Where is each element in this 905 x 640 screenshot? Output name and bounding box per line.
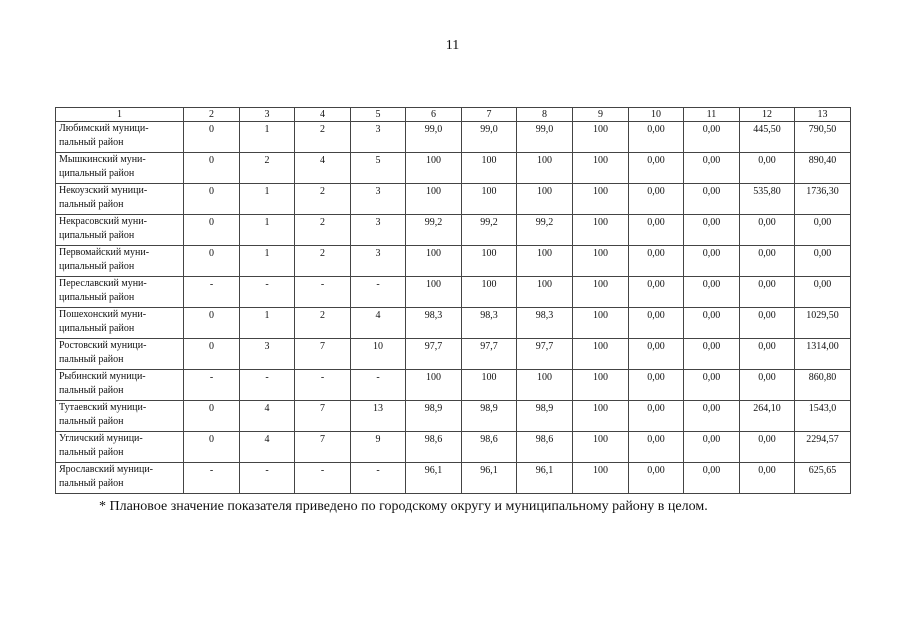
value-cell: 3 xyxy=(351,122,406,153)
value-cell: 100 xyxy=(462,277,517,308)
column-header: 1 xyxy=(56,108,184,122)
value-cell: 97,7 xyxy=(462,339,517,370)
value-cell: 0 xyxy=(184,432,240,463)
value-cell: 4 xyxy=(295,153,351,184)
value-cell: 100 xyxy=(573,308,629,339)
value-cell: 0,00 xyxy=(740,339,795,370)
value-cell: 99,0 xyxy=(517,122,573,153)
value-cell: 0 xyxy=(184,153,240,184)
value-cell: 98,6 xyxy=(406,432,462,463)
table-row xyxy=(56,122,851,153)
value-cell: 100 xyxy=(573,432,629,463)
district-name-line: пальный район xyxy=(59,416,124,427)
value-cell: 100 xyxy=(573,463,629,494)
value-cell: 98,6 xyxy=(517,432,573,463)
district-name-line: Рыбинский муници- xyxy=(59,371,146,382)
district-name-cell xyxy=(56,246,184,277)
district-name-line: Первомайский муни- xyxy=(59,247,150,258)
value-cell: 0,00 xyxy=(740,153,795,184)
column-header: 13 xyxy=(795,108,851,122)
value-cell: 2 xyxy=(295,122,351,153)
value-cell: 99,2 xyxy=(462,215,517,246)
value-cell: - xyxy=(240,370,295,401)
value-cell: 2 xyxy=(240,153,295,184)
value-cell: 4 xyxy=(351,308,406,339)
value-cell: 0,00 xyxy=(795,277,851,308)
value-cell: 99,2 xyxy=(517,215,573,246)
value-cell: 100 xyxy=(462,246,517,277)
district-name-line: ципальный район xyxy=(59,323,135,334)
column-header: 6 xyxy=(406,108,462,122)
value-cell: 0,00 xyxy=(740,308,795,339)
value-cell: 98,9 xyxy=(517,401,573,432)
value-cell: 100 xyxy=(406,246,462,277)
district-name-cell xyxy=(56,370,184,401)
district-name-cell xyxy=(56,401,184,432)
district-name-line: пальный район xyxy=(59,385,124,396)
district-name-cell xyxy=(56,184,184,215)
value-cell: 3 xyxy=(351,215,406,246)
value-cell: 100 xyxy=(517,153,573,184)
value-cell: 0,00 xyxy=(740,246,795,277)
value-cell: 100 xyxy=(406,370,462,401)
column-header: 11 xyxy=(684,108,740,122)
value-cell: 99,0 xyxy=(406,122,462,153)
district-name-line: Пошехонский муни- xyxy=(59,309,147,320)
value-cell: 1029,50 xyxy=(795,308,851,339)
value-cell: - xyxy=(184,463,240,494)
value-cell: 0 xyxy=(184,122,240,153)
value-cell: 0 xyxy=(184,401,240,432)
value-cell: 98,3 xyxy=(462,308,517,339)
column-header: 10 xyxy=(629,108,684,122)
value-cell: 5 xyxy=(351,153,406,184)
district-name-line: пальный район xyxy=(59,137,124,148)
value-cell: 0,00 xyxy=(629,432,684,463)
district-name-line: Ярославский муници- xyxy=(59,464,154,475)
value-cell: 100 xyxy=(517,184,573,215)
value-cell: - xyxy=(240,463,295,494)
value-cell: 0,00 xyxy=(629,463,684,494)
district-name-cell xyxy=(56,122,184,153)
table-row xyxy=(56,277,851,308)
table-row xyxy=(56,215,851,246)
value-cell: 100 xyxy=(406,277,462,308)
value-cell: 98,9 xyxy=(406,401,462,432)
value-cell: 98,6 xyxy=(462,432,517,463)
value-cell: 4 xyxy=(240,432,295,463)
district-name-line: Угличский муници- xyxy=(59,433,143,444)
district-name-line: Мышкинский муни- xyxy=(59,154,146,165)
value-cell: 100 xyxy=(462,184,517,215)
value-cell: 99,0 xyxy=(462,122,517,153)
value-cell: 96,1 xyxy=(406,463,462,494)
value-cell: 98,3 xyxy=(517,308,573,339)
value-cell: 98,3 xyxy=(406,308,462,339)
district-name-line: Любимский муници- xyxy=(59,123,149,134)
value-cell: - xyxy=(295,463,351,494)
table-row xyxy=(56,246,851,277)
column-header: 3 xyxy=(240,108,295,122)
value-cell: 100 xyxy=(406,153,462,184)
district-name-line: Некоузский муници- xyxy=(59,185,148,196)
value-cell: 1543,0 xyxy=(795,401,851,432)
value-cell: 0 xyxy=(184,184,240,215)
value-cell: 99,2 xyxy=(406,215,462,246)
value-cell: 1 xyxy=(240,246,295,277)
district-name-cell xyxy=(56,432,184,463)
value-cell: 100 xyxy=(573,401,629,432)
value-cell: 3 xyxy=(240,339,295,370)
table-header-row xyxy=(56,108,851,122)
value-cell: 100 xyxy=(406,184,462,215)
value-cell: 890,40 xyxy=(795,153,851,184)
table-row xyxy=(56,432,851,463)
value-cell: 0,00 xyxy=(795,215,851,246)
value-cell: 535,80 xyxy=(740,184,795,215)
value-cell: 0,00 xyxy=(684,463,740,494)
value-cell: 0,00 xyxy=(684,246,740,277)
value-cell: 0,00 xyxy=(629,215,684,246)
district-name-cell xyxy=(56,215,184,246)
district-name-line: ципальный район xyxy=(59,261,135,272)
data-table xyxy=(55,107,851,494)
value-cell: 0,00 xyxy=(684,370,740,401)
value-cell: 2 xyxy=(295,308,351,339)
value-cell: 790,50 xyxy=(795,122,851,153)
value-cell: 0,00 xyxy=(629,401,684,432)
value-cell: 3 xyxy=(351,184,406,215)
value-cell: 0,00 xyxy=(684,308,740,339)
value-cell: 0,00 xyxy=(684,432,740,463)
district-name-line: ципальный район xyxy=(59,230,135,241)
value-cell: 100 xyxy=(517,277,573,308)
value-cell: 2294,57 xyxy=(795,432,851,463)
value-cell: 0,00 xyxy=(629,153,684,184)
value-cell: 100 xyxy=(517,370,573,401)
value-cell: 3 xyxy=(351,246,406,277)
value-cell: 0,00 xyxy=(740,432,795,463)
district-name-line: Некрасовский муни- xyxy=(59,216,147,227)
district-name-line: пальный район xyxy=(59,354,124,365)
value-cell: 100 xyxy=(462,153,517,184)
value-cell: 0,00 xyxy=(740,463,795,494)
value-cell: 7 xyxy=(295,432,351,463)
district-name-cell xyxy=(56,153,184,184)
column-header: 2 xyxy=(184,108,240,122)
value-cell: 7 xyxy=(295,401,351,432)
value-cell: 445,50 xyxy=(740,122,795,153)
district-name-line: пальный район xyxy=(59,478,124,489)
value-cell: 625,65 xyxy=(795,463,851,494)
value-cell: 100 xyxy=(573,339,629,370)
value-cell: 100 xyxy=(462,370,517,401)
value-cell: 4 xyxy=(240,401,295,432)
column-header: 8 xyxy=(517,108,573,122)
value-cell: 98,9 xyxy=(462,401,517,432)
table-row xyxy=(56,184,851,215)
value-cell: 0,00 xyxy=(684,277,740,308)
value-cell: 264,10 xyxy=(740,401,795,432)
district-name-line: ципальный район xyxy=(59,168,135,179)
column-header: 7 xyxy=(462,108,517,122)
value-cell: 0,00 xyxy=(629,370,684,401)
column-header: 9 xyxy=(573,108,629,122)
value-cell: 9 xyxy=(351,432,406,463)
table-row xyxy=(56,308,851,339)
value-cell: 0,00 xyxy=(629,122,684,153)
value-cell: - xyxy=(295,277,351,308)
value-cell: - xyxy=(184,370,240,401)
value-cell: 1 xyxy=(240,184,295,215)
value-cell: 100 xyxy=(573,122,629,153)
footnote: * Плановое значение показателя приведено по городскому округу и муниципальному району в целом. xyxy=(99,499,708,514)
value-cell: 860,80 xyxy=(795,370,851,401)
value-cell: 2 xyxy=(295,246,351,277)
value-cell: 1 xyxy=(240,308,295,339)
value-cell: 7 xyxy=(295,339,351,370)
value-cell: 2 xyxy=(295,184,351,215)
value-cell: 0,00 xyxy=(740,370,795,401)
table-row xyxy=(56,339,851,370)
value-cell: 0,00 xyxy=(684,215,740,246)
table-row xyxy=(56,401,851,432)
value-cell: 96,1 xyxy=(462,463,517,494)
value-cell: 0,00 xyxy=(629,184,684,215)
value-cell: 0 xyxy=(184,308,240,339)
value-cell: 100 xyxy=(573,215,629,246)
district-name-cell xyxy=(56,463,184,494)
value-cell: 97,7 xyxy=(406,339,462,370)
value-cell: - xyxy=(295,370,351,401)
table-row xyxy=(56,370,851,401)
value-cell: 0,00 xyxy=(740,277,795,308)
value-cell: 0,00 xyxy=(684,153,740,184)
value-cell: - xyxy=(184,277,240,308)
district-name-line: Переславский муни- xyxy=(59,278,147,289)
value-cell: 0,00 xyxy=(629,246,684,277)
value-cell: 97,7 xyxy=(517,339,573,370)
value-cell: 1736,30 xyxy=(795,184,851,215)
value-cell: 100 xyxy=(573,246,629,277)
value-cell: 100 xyxy=(517,246,573,277)
value-cell: 0,00 xyxy=(684,122,740,153)
value-cell: 100 xyxy=(573,153,629,184)
district-name-cell xyxy=(56,277,184,308)
column-header: 12 xyxy=(740,108,795,122)
value-cell: 0 xyxy=(184,246,240,277)
value-cell: 0 xyxy=(184,215,240,246)
value-cell: 0 xyxy=(184,339,240,370)
district-name-cell xyxy=(56,308,184,339)
value-cell: 0,00 xyxy=(629,277,684,308)
value-cell: 0,00 xyxy=(684,184,740,215)
value-cell: 13 xyxy=(351,401,406,432)
value-cell: 100 xyxy=(573,184,629,215)
district-name-line: пальный район xyxy=(59,447,124,458)
district-name-cell xyxy=(56,339,184,370)
column-header: 5 xyxy=(351,108,406,122)
value-cell: 1 xyxy=(240,122,295,153)
value-cell: 0,00 xyxy=(795,246,851,277)
value-cell: - xyxy=(351,370,406,401)
value-cell: 100 xyxy=(573,370,629,401)
value-cell: 1314,00 xyxy=(795,339,851,370)
district-name-line: Ростовский муници- xyxy=(59,340,147,351)
value-cell: 0,00 xyxy=(629,308,684,339)
value-cell: 0,00 xyxy=(740,215,795,246)
value-cell: - xyxy=(351,463,406,494)
value-cell: 1 xyxy=(240,215,295,246)
table-row xyxy=(56,463,851,494)
district-name-line: Тутаевский муници- xyxy=(59,402,147,413)
value-cell: 0,00 xyxy=(629,339,684,370)
table-row xyxy=(56,153,851,184)
value-cell: 2 xyxy=(295,215,351,246)
value-cell: 10 xyxy=(351,339,406,370)
value-cell: - xyxy=(351,277,406,308)
district-name-line: пальный район xyxy=(59,199,124,210)
value-cell: 100 xyxy=(573,277,629,308)
district-name-line: ципальный район xyxy=(59,292,135,303)
page-number: 11 xyxy=(445,38,460,53)
value-cell: 0,00 xyxy=(684,339,740,370)
value-cell: 96,1 xyxy=(517,463,573,494)
value-cell: - xyxy=(240,277,295,308)
value-cell: 0,00 xyxy=(684,401,740,432)
column-header: 4 xyxy=(295,108,351,122)
